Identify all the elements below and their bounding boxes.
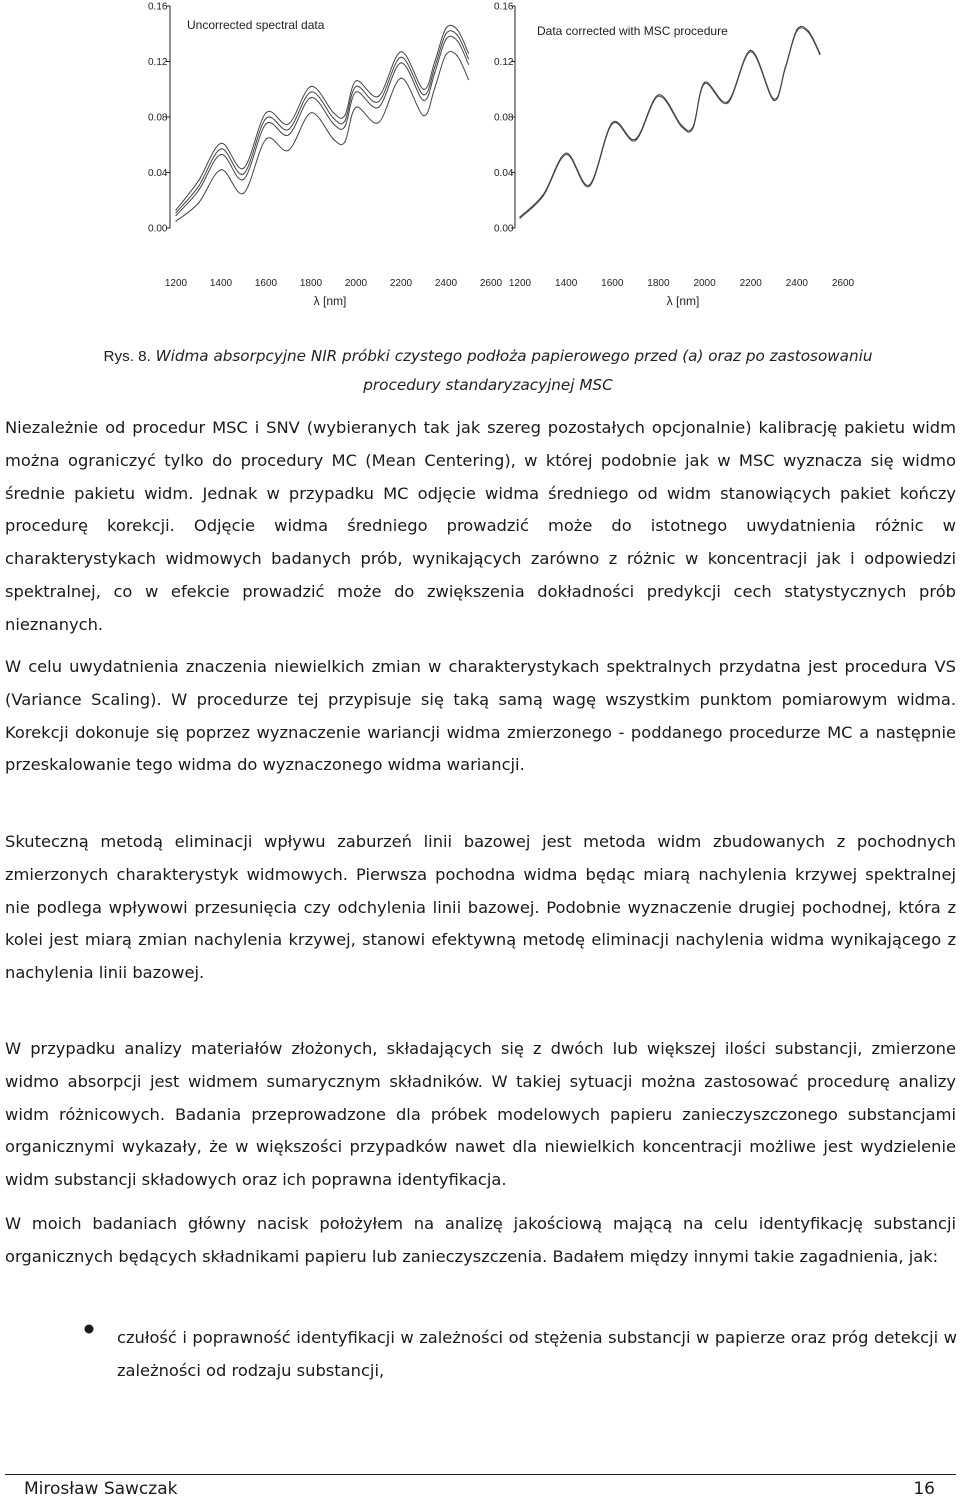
data-point (457, 29, 458, 30)
data-point (344, 126, 345, 127)
x-tick-label: 2200 (389, 278, 413, 289)
data-point (704, 82, 705, 83)
data-point (457, 55, 458, 56)
data-point (220, 143, 221, 144)
data-point (378, 122, 379, 123)
data-point (355, 91, 356, 92)
spectrum-line-1 (520, 28, 820, 219)
x-tick-label: 1600 (601, 278, 624, 289)
chart-title: Data corrected with MSC procedure (537, 24, 728, 38)
y-tick-label: 0.08 (148, 112, 168, 124)
data-point (434, 87, 435, 88)
x-tick-label: 1400 (209, 278, 233, 289)
spectrum-line-3 (176, 36, 469, 215)
x-tick-label: 1200 (508, 278, 532, 289)
chart-msc-corrected (494, 2, 855, 309)
data-point (175, 212, 176, 213)
data-point (310, 86, 311, 87)
data-point (265, 139, 266, 140)
data-point (423, 94, 424, 95)
data-point (243, 193, 244, 194)
data-point (785, 67, 786, 68)
data-point (243, 173, 244, 174)
data-point (243, 179, 244, 180)
chart-title: Uncorrected spectral data (187, 18, 325, 32)
data-point (445, 39, 446, 40)
spectrum-line-2 (520, 26, 820, 217)
data-point (519, 216, 520, 217)
data-point (344, 121, 345, 122)
x-tick-label: 1400 (555, 278, 578, 289)
data-point (423, 115, 424, 116)
data-point (773, 100, 774, 101)
data-point (198, 202, 199, 203)
data-point (445, 33, 446, 34)
x-axis-label: λ [nm] (666, 294, 700, 308)
y-tick-label: 0.00 (148, 223, 168, 235)
data-point (220, 169, 221, 170)
x-tick-label: 2600 (479, 278, 503, 289)
paragraph-2: W celu uwydatnienia znaczenia niewielkich zmian w charakterystykach spektralnych przydatna jest procedura VS (Variance Scaling). W procedurze tej przypisuje się taką samą wagę wszystkim punktom pomiarowym widma. Korekcji dokonuje się poprzez wyznaczenie wariancji widma zmierzonego - poddanego procedurze MC a następnie przeskalowanie tego widma do wyznaczonego widma wariancji. (5, 657, 956, 775)
data-point (468, 64, 469, 65)
data-point (468, 79, 469, 80)
caption-label: Rys. 8. (103, 348, 151, 365)
data-point (434, 67, 435, 68)
caption-text: Widma absorpcyjne NIR próbki czystego podłoża papierowego przed (a) oraz po zastosowaniu procedury standaryzacyjnej MSC (155, 347, 873, 394)
data-point (566, 153, 567, 154)
data-point (175, 221, 176, 222)
x-tick-label: 2200 (739, 278, 762, 289)
x-tick-label: 2000 (693, 278, 716, 289)
y-tick-label: 0.16 (494, 1, 514, 13)
data-point (333, 112, 334, 113)
data-point (445, 28, 446, 29)
footer-divider (5, 1474, 956, 1475)
data-point (468, 58, 469, 59)
paragraph-5: W moich badaniach główny nacisk położyłem na analizę jakościową mającą na celu identyfikację substancji organicznych będących składnikami papieru lub zanieczyszczenia. Badałem między innymi takie zagadnienia, jak: (5, 1214, 956, 1266)
data-point (220, 154, 221, 155)
data-point (344, 141, 345, 142)
y-tick-label: 0.12 (494, 57, 514, 68)
data-point (589, 184, 590, 185)
data-point (378, 107, 379, 108)
chart-uncorrected (148, 2, 503, 309)
x-tick-label: 2400 (434, 278, 458, 289)
figure-charts (0, 0, 960, 315)
x-tick-label: 1200 (164, 278, 188, 289)
data-point (333, 123, 334, 124)
data-point (658, 96, 659, 97)
x-tick-label: 2000 (344, 278, 368, 289)
data-point (310, 97, 311, 98)
data-point (400, 78, 401, 79)
y-tick-label: 0.04 (494, 168, 514, 179)
data-point (819, 53, 820, 54)
x-axis-label: λ [nm] (313, 294, 347, 308)
data-point (543, 194, 544, 195)
data-point (681, 125, 682, 126)
data-point (198, 186, 199, 187)
data-point (589, 186, 590, 187)
y-tick-label: 0.08 (494, 112, 514, 124)
data-point (288, 129, 289, 130)
data-point (808, 30, 809, 31)
data-point (750, 51, 751, 52)
data-point (175, 215, 176, 216)
bullet-icon (82, 1322, 96, 1336)
data-point (400, 57, 401, 58)
data-point (727, 103, 728, 104)
data-point (378, 101, 379, 102)
data-point (727, 101, 728, 102)
data-point (310, 112, 311, 113)
data-point (344, 115, 345, 116)
data-point (288, 134, 289, 135)
data-point (434, 61, 435, 62)
y-tick-label: 0.16 (148, 1, 168, 13)
data-point (658, 94, 659, 95)
data-point (692, 126, 693, 127)
x-tick-label: 1600 (254, 278, 278, 289)
y-tick-label: 0.04 (148, 168, 168, 179)
bullet-item: czułość i poprawność identyfikacji w zależności od stężenia substancji w papierze oraz próg detekcji w zależności od rodzaju substancji, (117, 1328, 957, 1380)
x-tick-label: 2600 (831, 278, 855, 289)
data-point (220, 148, 221, 149)
data-point (457, 40, 458, 41)
data-point (635, 139, 636, 140)
data-point (265, 123, 266, 124)
figure-caption (68, 342, 908, 400)
data-point (434, 72, 435, 73)
x-tick-label: 2400 (785, 278, 808, 289)
x-tick-label: 1800 (647, 278, 670, 289)
data-point (635, 140, 636, 141)
data-point (819, 54, 820, 55)
footer-author: Mirosław Sawczak (24, 1479, 178, 1499)
spectrum-line-4 (176, 52, 469, 222)
paragraph-1: Niezależnie od procedur MSC i SNV (wybieranych tak jak szereg pozostałych opcjonalnie) kalibrację pakietu widm można ograniczyć tylko do procedury MC (Mean Centering), w której podobnie jak w MSC wyznacza się widmo średnie pakietu widm. Jednak w przypadku MC odjęcie widma średniego od widm stanowiących pakiet kończy procedurę korekcji. Odjęcie widma średniego prowadzić może do istotnego uwydatnienia różnic w charakterystykach widmowych badanych prób, wynikających zarówno z różnic w koncentracji jak i odpowiedzi spektralnej, co w efekcie prowadzić może do zwiększenia dokładności predykcji cech statystycznych prób nieznanych. (5, 418, 956, 634)
data-point (333, 118, 334, 119)
data-point (566, 154, 567, 155)
data-point (355, 80, 356, 81)
paragraph-3: Skuteczną metodą eliminacji wpływu zaburzeń linii bazowej jest metoda widm zbudowanych z pochodnych zmierzonych charakterystyk widmowych. Pierwsza pochodna widma będąc miarą nachylenia krzywej spektralnej nie podlega wpływowi przesunięcia czy odchylenia linii bazowej. Podobnie wyznaczenie drugiej pochodnej, która z kolei jest miarą zmian nachylenia krzywej, stanowi efektywną metodę eliminacji nachylenia widma wynikającego z nachylenia linii bazowej. (5, 832, 956, 983)
data-point (400, 62, 401, 63)
x-tick-label: 1800 (299, 278, 323, 289)
data-point (198, 180, 199, 181)
data-point (519, 218, 520, 219)
data-point (750, 50, 751, 51)
data-point (243, 168, 244, 169)
data-point (423, 89, 424, 90)
page-number: 16 (913, 1479, 935, 1499)
data-point (355, 86, 356, 87)
data-point (445, 54, 446, 55)
data-point (198, 190, 199, 191)
data-point (378, 96, 379, 97)
data-point (423, 100, 424, 101)
spectrum-line-1 (176, 25, 469, 210)
data-point (400, 51, 401, 52)
data-point (288, 150, 289, 151)
y-tick-label: 0.12 (148, 57, 168, 68)
data-point (265, 118, 266, 119)
paragraph-4: W przypadku analizy materiałów złożonych, składających się z dwóch lub większej ilości substancji, zmierzone widmo absorpcji jest widmem sumarycznym składników. W takiej sytuacji można zastosować procedurę analizy widm różnicowych. Badania przeprowadzone dla próbek modelowych papieru zanieczyszczonego substancjami organicznymi wykazały, że w większości przypadków nawet dla niewielkich koncentracji możliwe jest wydzielenie widm substancji składowych oraz ich poprawna identyfikacja. (5, 1039, 956, 1190)
data-point (773, 98, 774, 99)
data-point (175, 209, 176, 210)
data-point (796, 29, 797, 30)
data-point (355, 107, 356, 108)
data-point (333, 139, 334, 140)
y-tick-label: 0.00 (494, 223, 514, 235)
data-point (612, 122, 613, 123)
data-point (457, 35, 458, 36)
data-point (468, 53, 469, 54)
data-point (265, 112, 266, 113)
data-point (288, 123, 289, 124)
data-point (310, 91, 311, 92)
